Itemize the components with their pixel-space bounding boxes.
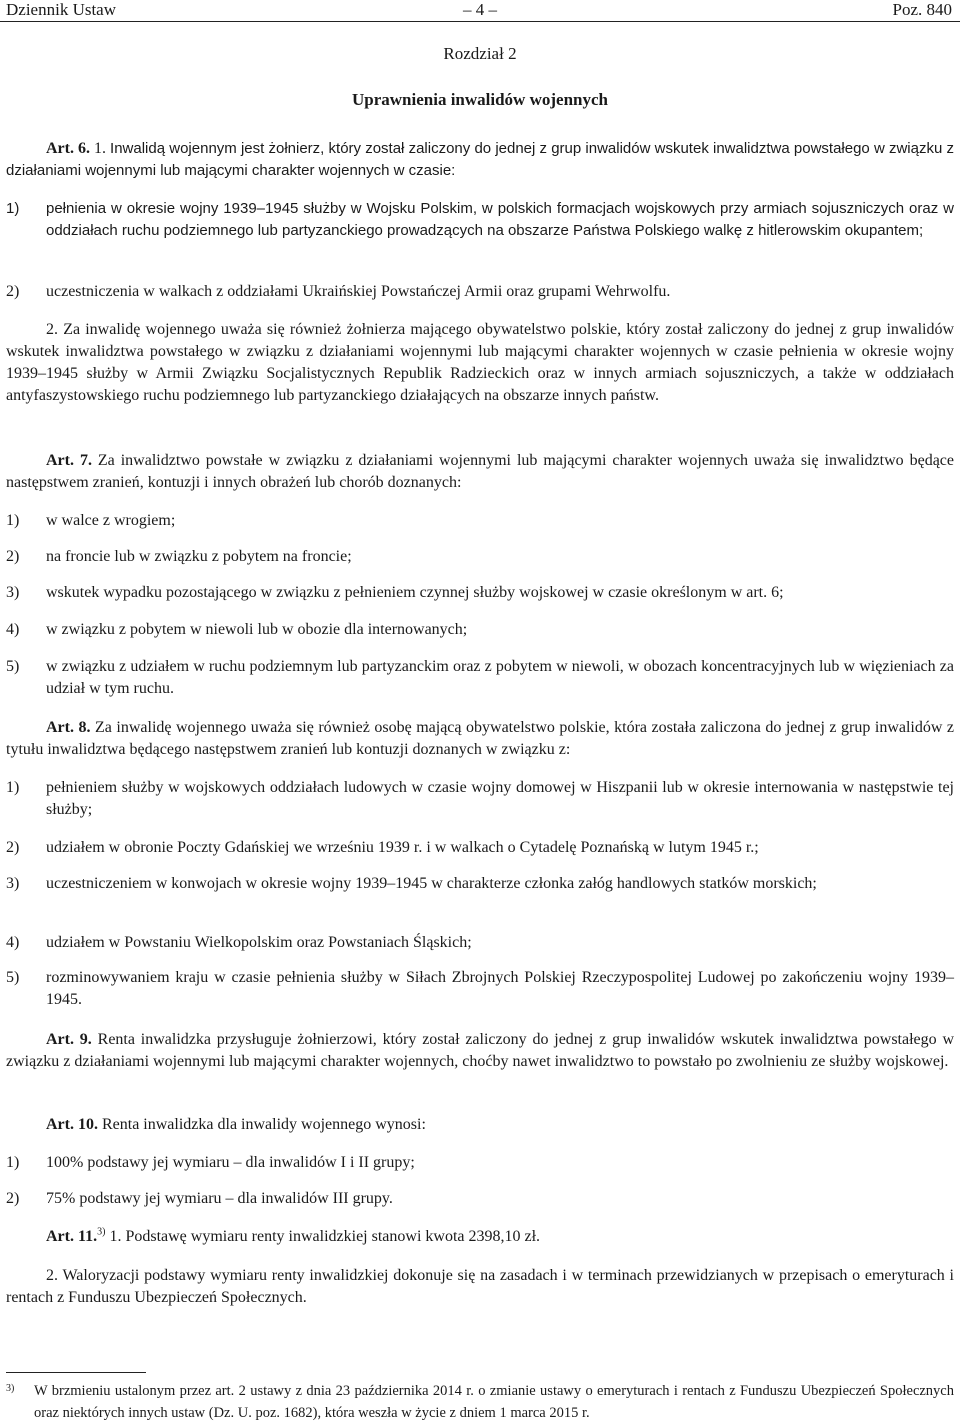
item-number: 1)	[6, 512, 20, 529]
art10-text: Renta inwalidzka dla inwalidy wojennego wynosi:	[101, 1116, 426, 1133]
chapter-number: Rozdział 2	[443, 44, 517, 63]
journal-name: Dziennik Ustaw	[6, 0, 117, 19]
art8-label: Art. 8.	[46, 719, 91, 736]
item-number: 3)	[6, 584, 20, 601]
art7-paragraph	[6, 450, 954, 494]
item-number: 2)	[6, 548, 20, 565]
item-text: pełnienia w okresie wojny 1939–1945 służby w Wojsku Polskim, w polskich formacjach wojskowych przy armiach sojuszniczych oraz w oddziałach ruchu podziemnego lub partyzanckiego prowadzących na obszarze Państwa Polskiego walkę z hitlerowskim okupantem;	[46, 200, 954, 239]
art10-item-1	[6, 1152, 954, 1174]
footnote-rule	[6, 1372, 146, 1373]
footnote-text: W brzmieniu ustalonym przez art. 2 ustawy z dnia 23 października 2014 r. o zmianie ustawy o emeryturach i rentach z Funduszu Ubezpieczeń Społecznych oraz niektórych innych ustaw (Dz. U. poz. 1682), która weszła w życie z dniem 1 marca 2015 r.	[34, 1383, 954, 1421]
art11-paragraph-1	[6, 1226, 954, 1248]
page-number: – 4 –	[463, 0, 497, 19]
art8-item-3	[6, 873, 954, 895]
item-number: 2)	[6, 1190, 20, 1207]
art9-paragraph	[6, 1029, 954, 1073]
footnote	[6, 1380, 954, 1424]
art6-p2-text: Za inwalidę wojennego uważa się również żołnierza mającego obywatelstwo polskie, który został zaliczony do jednej z grup inwalidów wskutek inwalidztwa powstałego w związku z działaniami wojennymi lub mającymi charakter wojennych w czasie pełnienia w okresie wojny 1939–1945 służby w Armii Związku Socjalistycznych Republik Radzieckich oraz w innych armiach sojuszniczych, a także w oddziałach antyfaszystowskiego ruchu podziemnego lub partyzanckiego działających na obszarze innych państw.	[6, 321, 955, 404]
art6-p1-text: Inwalidą wojennym jest żołnierz, który został zaliczony do jednej z grup inwalidów wskutek inwalidztwa powstałego w związku z działaniami wojennymi lub mającymi charakter wojennych w czasie:	[6, 140, 954, 179]
item-number: 4)	[6, 621, 20, 638]
art8-item-5	[6, 967, 954, 1011]
art9-label: Art. 9.	[46, 1031, 92, 1048]
item-number: 4)	[6, 934, 20, 951]
item-text: rozminowywaniem kraju w czasie pełnienia służby w Siłach Zbrojnych Polskiej Rzeczypospolitej Ludowej po zakończeniu wojny 1939–1945.	[46, 969, 954, 1008]
header-rule	[0, 21, 960, 22]
item-number: 2)	[6, 283, 20, 300]
art7-text: Za inwalidztwo powstałe w związku z działaniami wojennymi lub mającymi charakter wojennych uważa się inwalidztwo będące następstwem zranień, kontuzji i innych obrażeń lub chorób doznanych:	[6, 452, 954, 491]
art8-item-1	[6, 777, 954, 821]
art7-item-3	[6, 582, 954, 604]
item-text: 75% podstawy jej wymiaru – dla inwalidów III grupy.	[46, 1190, 393, 1207]
art6-p2-num: 2.	[46, 321, 58, 338]
art7-item-4	[6, 619, 954, 641]
art6-item-2	[6, 281, 954, 303]
art6-item-1	[6, 198, 954, 242]
art8-item-4	[6, 932, 954, 954]
art6-p1-num: 1.	[94, 140, 107, 157]
item-number: 1)	[6, 1154, 20, 1171]
item-text: w związku z udziałem w ruchu podziemnym lub partyzanckim oraz z pobytem w niewoli, w obozach koncentracyjnych lub w więzieniach za udział w tym ruchu.	[46, 658, 954, 697]
art8-item-2	[6, 837, 954, 859]
art11-label: Art. 11.	[46, 1228, 98, 1245]
footnote-reference: 3)	[97, 1226, 106, 1238]
item-text: udziałem w Powstaniu Wielkopolskim oraz Powstaniach Śląskich;	[46, 934, 472, 951]
chapter-title: Uprawnienia inwalidów wojennych	[352, 90, 608, 109]
footnote-number: 3)	[6, 1383, 15, 1394]
art11-paragraph-2	[6, 1265, 954, 1309]
item-number: 2)	[6, 839, 20, 856]
item-text: na froncie lub w związku z pobytem na froncie;	[46, 548, 352, 565]
item-text: udziałem w obronie Poczty Gdańskiej we wrześniu 1939 r. i w walkach o Cytadelę Poznańską w lutym 1945 r.;	[46, 839, 759, 856]
art6-label: Art. 6.	[46, 140, 90, 157]
art6-paragraph-2	[6, 319, 954, 407]
art7-item-1	[6, 510, 954, 532]
art11-p1-text: 1. Podstawę wymiaru renty inwalidzkiej stanowi kwota 2398,10 zł.	[109, 1228, 541, 1245]
art7-item-2	[6, 546, 954, 568]
item-number: 5)	[6, 969, 20, 986]
item-text: w związku z pobytem w niewoli lub w obozie dla internowanych;	[46, 621, 468, 638]
item-text: wskutek wypadku pozostającego w związku z pełnieniem czynnej służby wojskowej w czasie określonym w art. 6;	[46, 584, 784, 601]
art9-text: Renta inwalidzka przysługuje żołnierzowi, który został zaliczony do jednej z grup inwalidów wskutek inwalidztwa powstałego w związku z działaniami wojennymi lub mającymi charakter wojennych, choćby nawet inwalidztwo to powstało po zwolnieniu ze służby wojskowej.	[6, 1031, 955, 1070]
art8-text: Za inwalidę wojennego uważa się również osobę mającą obywatelstwo polskie, która została zaliczona do jednej z grup inwalidów z tytułu inwalidztwa będącego następstwem zranień lub kontuzji doznanych w związku z:	[6, 719, 955, 758]
item-number: 1)	[6, 779, 20, 796]
item-number: 5)	[6, 658, 20, 675]
item-number: 3)	[6, 875, 20, 892]
position-number: Poz. 840	[892, 0, 952, 19]
item-text: pełnieniem służby w wojskowych oddziałach ludowych w czasie wojny domowej w Hiszpanii lub w okresie internowania w następstwie tej służby;	[46, 779, 954, 818]
art11-p2-text: 2. Waloryzacji podstawy wymiaru renty inwalidzkiej dokonuje się na zasadach i w terminach przewidzianych w przepisach o emeryturach i rentach z Funduszu Ubezpieczeń Społecznych.	[6, 1267, 954, 1306]
art7-label: Art. 7.	[46, 452, 92, 469]
item-number: 1)	[6, 200, 20, 217]
item-text: uczestniczeniem w konwojach w okresie wojny 1939–1945 w charakterze członka załóg handlowych statków morskich;	[46, 875, 817, 892]
art10-label: Art. 10.	[46, 1116, 98, 1133]
item-text: w walce z wrogiem;	[46, 512, 176, 529]
item-text: uczestniczenia w walkach z oddziałami Ukraińskiej Powstańczej Armii oraz grupami Wehrwolfu.	[46, 283, 671, 300]
art6-paragraph-1	[6, 138, 954, 182]
art7-item-5	[6, 656, 954, 700]
item-text: 100% podstawy jej wymiaru – dla inwalidów I i II grupy;	[46, 1154, 415, 1171]
page-header	[0, 0, 960, 22]
art10-paragraph	[6, 1114, 954, 1136]
art10-item-2	[6, 1188, 954, 1210]
art8-paragraph	[6, 717, 954, 761]
